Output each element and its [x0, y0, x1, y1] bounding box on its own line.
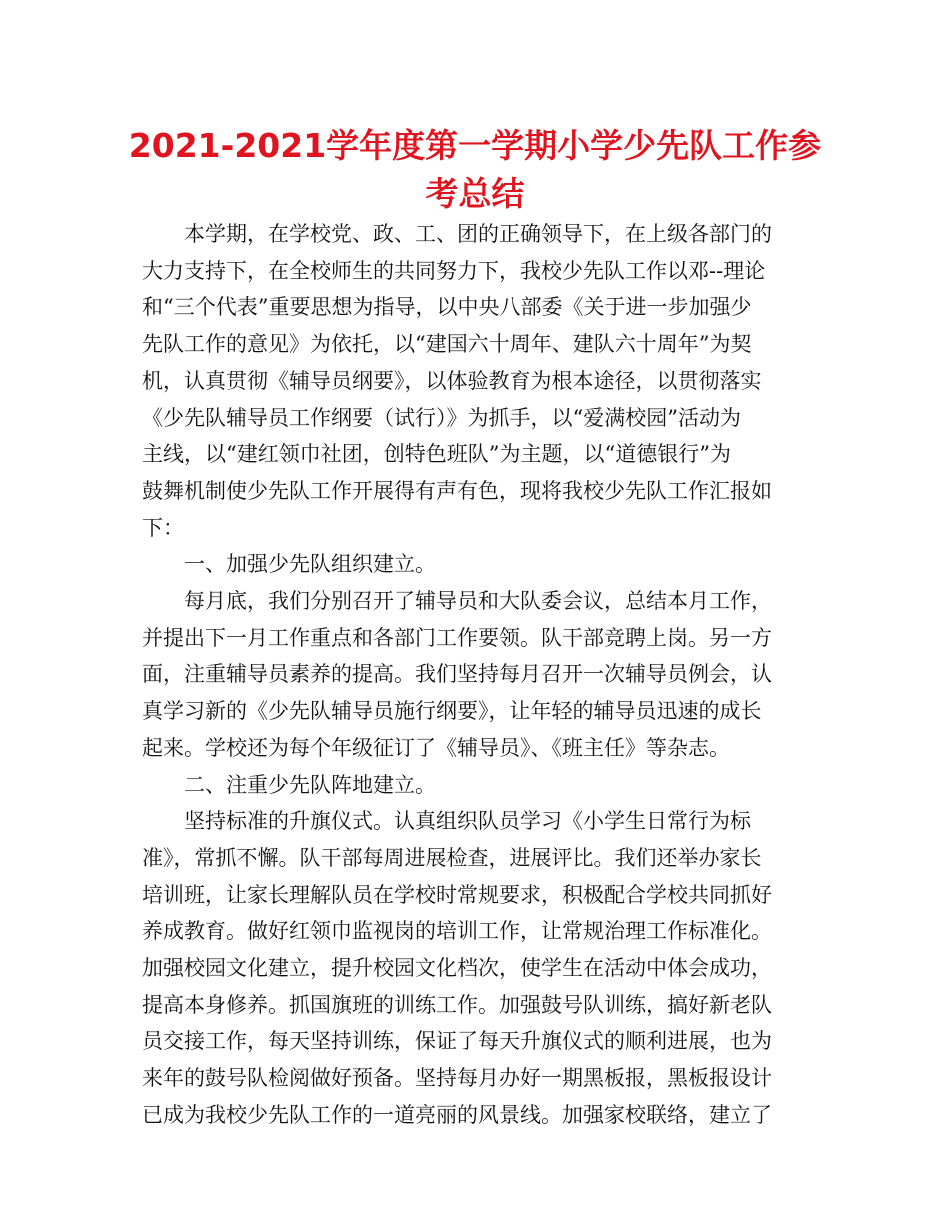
- body-text-line: 真学习新的《少先队辅导员施行纲要》，让年轻的辅导员迅速的成长: [142, 699, 762, 724]
- body-text-line: 员交接工作，每天坚持训练，保证了每天升旗仪式的顺利进展，也为: [142, 1029, 772, 1054]
- body-text-line: 加强校园文化建立，提升校园文化档次，使学生在活动中体会成功，: [142, 956, 772, 980]
- body-text-line: 起来。学校还为每个年级征订了《辅导员》、《班主任》等杂志。: [142, 735, 730, 760]
- body-text-line: 来年的鼓号队检阅做好预备。坚持每月办好一期黑板报，黑板报设计: [142, 1066, 772, 1091]
- body-text-line: 每月底，我们分别召开了辅导员和大队委会议，总结本月工作，: [142, 589, 772, 613]
- body-text-line: 一、加强少先队组织建立。: [142, 552, 436, 577]
- body-text-line: 主线，以“建红领巾社团，创特色班队”为主题，以“道德银行”为: [142, 442, 731, 467]
- body-text-line: 《少先队辅导员工作纲要（试行）》为抓手，以“爱满校园”活动为: [142, 405, 741, 430]
- body-text-line: 和“三个代表”重要思想为指导，以中央八部委《关于进一步加强少: [142, 295, 752, 320]
- body-text-line: 大力支持下，在全校师生的共同努力下，我校少先队工作以邓--理论: [142, 258, 766, 283]
- body-text-line: 提高本身修养。抓国旗班的训练工作。加强鼓号队训练，搞好新老队: [142, 992, 772, 1017]
- body-text-line: 培训班，让家长理解队员在学校时常规要求，积极配合学校共同抓好: [142, 882, 772, 907]
- body-text-line: 准》，常抓不懈。队干部每周进展检查，进展评比。我们还举办家长: [142, 845, 762, 870]
- document-title-line-2: 考总结: [425, 174, 525, 213]
- body-text-line: 本学期，在学校党、政、工、团的正确领导下，在上级各部门的: [142, 222, 772, 246]
- body-text-line: 坚持标准的升旗仪式。认真组织队员学习《小学生日常行为标: [142, 809, 751, 834]
- body-text-line: 面，注重辅导员素养的提高。我们坚持每月召开一次辅导员例会，认: [142, 662, 772, 687]
- body-text-line: 机，认真贯彻《辅导员纲要》，以体验教育为根本途径，以贯彻落实: [142, 368, 762, 393]
- body-text-line: 鼓舞机制使少先队工作开展得有声有色，现将我校少先队工作汇报如: [142, 478, 772, 503]
- document-title-line-1: 2021-2021学年度第一学期小学少先队工作参: [128, 126, 822, 165]
- body-text-line: 已成为我校少先队工作的一道亮丽的风景线。加强家校联络，建立了: [142, 1102, 772, 1127]
- body-text-line: 并提出下一月工作重点和各部门工作要领。队干部竞聘上岗。另一方: [142, 625, 772, 650]
- body-text-line: 下：: [142, 515, 184, 540]
- body-text-line: 二、注重少先队阵地建立。: [142, 772, 436, 797]
- body-text-line: 养成教育。做好红领巾监视岗的培训工作，让常规治理工作标准化。: [142, 919, 772, 944]
- body-text-line: 先队工作的意见》为依托，以“建国六十周年、建队六十周年”为契: [142, 332, 752, 357]
